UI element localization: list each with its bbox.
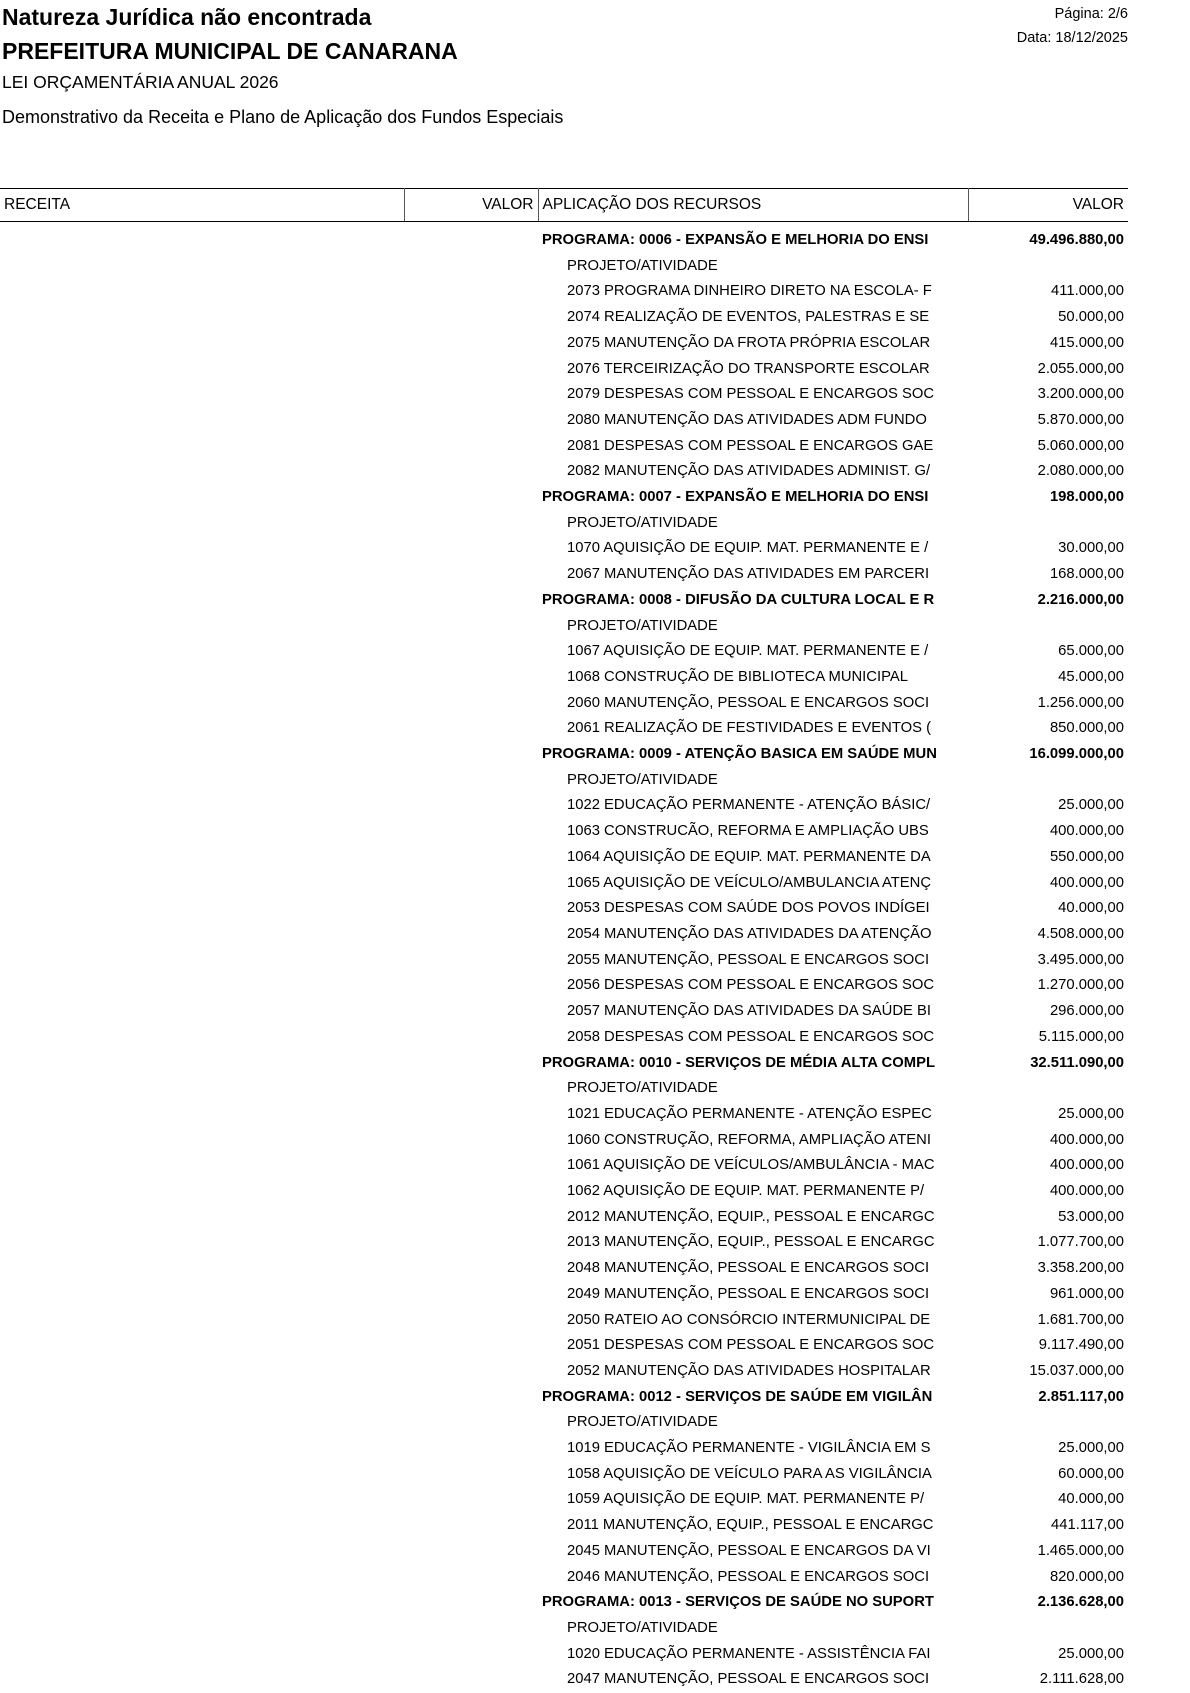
receita-cell — [0, 1128, 404, 1154]
section-label-row — [0, 511, 1128, 537]
row-value: 441.117,00 — [968, 1513, 1128, 1539]
receita-cell — [0, 742, 404, 768]
receita-cell — [0, 973, 404, 999]
row-description: 2045 MANUTENÇÃO, PESSOAL E ENCARGOS DA VI — [538, 1539, 968, 1565]
activity-row — [0, 1436, 1128, 1462]
receita-cell — [0, 1616, 404, 1642]
row-value: 5.870.000,00 — [968, 408, 1128, 434]
receita-value-cell — [404, 536, 538, 562]
section-label-row — [0, 254, 1128, 280]
row-value: 820.000,00 — [968, 1565, 1128, 1591]
column-header-aplicacao: APLICAÇÃO DOS RECURSOS — [538, 189, 968, 222]
program-row — [0, 1590, 1128, 1616]
receita-cell — [0, 614, 404, 640]
activity-row — [0, 1333, 1128, 1359]
column-header-valor-receita: VALOR — [404, 189, 538, 222]
row-value: 400.000,00 — [968, 1153, 1128, 1179]
receita-value-cell — [404, 1436, 538, 1462]
row-description: 2013 MANUTENÇÃO, EQUIP., PESSOAL E ENCARGC — [538, 1230, 968, 1256]
receita-value-cell — [404, 1102, 538, 1128]
receita-value-cell — [404, 871, 538, 897]
row-value: 1.270.000,00 — [968, 973, 1128, 999]
receita-value-cell — [404, 742, 538, 768]
activity-row — [0, 357, 1128, 383]
receita-value-cell — [404, 305, 538, 331]
activity-row — [0, 793, 1128, 819]
receita-cell — [0, 1667, 404, 1693]
activity-row — [0, 871, 1128, 897]
row-description: 1063 CONSTRUCÃO, REFORMA E AMPLIAÇÃO UBS — [538, 819, 968, 845]
receita-cell — [0, 665, 404, 691]
activity-row — [0, 382, 1128, 408]
receita-value-cell — [404, 382, 538, 408]
municipality-title: PREFEITURA MUNICIPAL DE CANARANA — [2, 38, 458, 65]
row-value: 15.037.000,00 — [968, 1359, 1128, 1385]
receita-value-cell — [404, 922, 538, 948]
receita-cell — [0, 222, 404, 254]
receita-cell — [0, 1410, 404, 1436]
row-description: 2079 DESPESAS COM PESSOAL E ENCARGOS SOC — [538, 382, 968, 408]
receita-cell — [0, 331, 404, 357]
receita-cell — [0, 1025, 404, 1051]
activity-row — [0, 279, 1128, 305]
row-value: 49.496.880,00 — [968, 222, 1128, 254]
row-description: 1067 AQUISIÇÃO DE EQUIP. MAT. PERMANENTE E / — [538, 639, 968, 665]
row-value — [968, 1616, 1128, 1642]
row-description: 2061 REALIZAÇÃO DE FESTIVIDADES E EVENTOS ( — [538, 716, 968, 742]
receita-value-cell — [404, 1230, 538, 1256]
row-value: 25.000,00 — [968, 1102, 1128, 1128]
budget-table — [0, 188, 1128, 1693]
row-description: 2057 MANUTENÇÃO DAS ATIVIDADES DA SAÚDE BI — [538, 999, 968, 1025]
row-description: 2075 MANUTENÇÃO DA FROTA PRÓPRIA ESCOLAR — [538, 331, 968, 357]
receita-value-cell — [404, 1667, 538, 1693]
row-value: 3.200.000,00 — [968, 382, 1128, 408]
row-value: 5.060.000,00 — [968, 434, 1128, 460]
receita-value-cell — [404, 1051, 538, 1077]
section-label-row — [0, 1616, 1128, 1642]
row-description: PROGRAMA: 0009 - ATENÇÃO BASICA EM SAÚDE MUN — [538, 742, 968, 768]
receita-cell — [0, 382, 404, 408]
receita-cell — [0, 1153, 404, 1179]
column-header-receita: RECEITA — [0, 189, 404, 222]
receita-value-cell — [404, 1076, 538, 1102]
receita-cell — [0, 1308, 404, 1334]
program-row — [0, 222, 1128, 254]
receita-cell — [0, 305, 404, 331]
row-value: 168.000,00 — [968, 562, 1128, 588]
receita-value-cell — [404, 1179, 538, 1205]
activity-row — [0, 1642, 1128, 1668]
receita-cell — [0, 793, 404, 819]
row-value: 400.000,00 — [968, 1128, 1128, 1154]
activity-row — [0, 1256, 1128, 1282]
receita-value-cell — [404, 845, 538, 871]
row-description: PROJETO/ATIVIDADE — [538, 614, 968, 640]
program-row — [0, 485, 1128, 511]
section-label-row — [0, 1076, 1128, 1102]
row-value: 2.080.000,00 — [968, 459, 1128, 485]
receita-cell — [0, 1487, 404, 1513]
activity-row — [0, 459, 1128, 485]
column-header-valor-aplicacao: VALOR — [968, 189, 1128, 222]
row-value — [968, 1410, 1128, 1436]
row-value: 50.000,00 — [968, 305, 1128, 331]
row-description: PROGRAMA: 0008 - DIFUSÃO DA CULTURA LOCAL E R — [538, 588, 968, 614]
row-description: 2011 MANUTENÇÃO, EQUIP., PESSOAL E ENCARGC — [538, 1513, 968, 1539]
row-description: PROJETO/ATIVIDADE — [538, 1410, 968, 1436]
activity-row — [0, 1539, 1128, 1565]
receita-value-cell — [404, 222, 538, 254]
activity-row — [0, 1102, 1128, 1128]
receita-value-cell — [404, 691, 538, 717]
receita-cell — [0, 1385, 404, 1411]
activity-row — [0, 562, 1128, 588]
row-description: 1064 AQUISIÇÃO DE EQUIP. MAT. PERMANENTE DA — [538, 845, 968, 871]
receita-cell — [0, 1051, 404, 1077]
row-description: 1059 AQUISIÇÃO DE EQUIP. MAT. PERMANENTE P/ — [538, 1487, 968, 1513]
receita-cell — [0, 1179, 404, 1205]
receita-value-cell — [404, 1642, 538, 1668]
receita-value-cell — [404, 1513, 538, 1539]
row-description: PROGRAMA: 0013 - SERVIÇOS DE SAÚDE NO SUPORT — [538, 1590, 968, 1616]
row-description: 1070 AQUISIÇÃO DE EQUIP. MAT. PERMANENTE E / — [538, 536, 968, 562]
receita-cell — [0, 691, 404, 717]
section-label-row — [0, 768, 1128, 794]
receita-value-cell — [404, 999, 538, 1025]
row-value: 400.000,00 — [968, 871, 1128, 897]
row-description: 2048 MANUTENÇÃO, PESSOAL E ENCARGOS SOCI — [538, 1256, 968, 1282]
row-value: 2.111.628,00 — [968, 1667, 1128, 1693]
activity-row — [0, 999, 1128, 1025]
row-value: 550.000,00 — [968, 845, 1128, 871]
receita-value-cell — [404, 665, 538, 691]
activity-row — [0, 691, 1128, 717]
row-description: 2058 DESPESAS COM PESSOAL E ENCARGOS SOC — [538, 1025, 968, 1051]
row-description: 1060 CONSTRUÇÃO, REFORMA, AMPLIAÇÃO ATENI — [538, 1128, 968, 1154]
activity-row — [0, 1230, 1128, 1256]
receita-cell — [0, 1205, 404, 1231]
receita-cell — [0, 1462, 404, 1488]
row-value: 53.000,00 — [968, 1205, 1128, 1231]
row-description: PROGRAMA: 0007 - EXPANSÃO E MELHORIA DO ENSI — [538, 485, 968, 511]
receita-value-cell — [404, 1025, 538, 1051]
row-description: PROJETO/ATIVIDADE — [538, 511, 968, 537]
activity-row — [0, 408, 1128, 434]
row-value — [968, 254, 1128, 280]
row-description: 1065 AQUISIÇÃO DE VEÍCULO/AMBULANCIA ATENÇ — [538, 871, 968, 897]
receita-value-cell — [404, 459, 538, 485]
row-description: 1068 CONSTRUÇÃO DE BIBLIOTECA MUNICIPAL — [538, 665, 968, 691]
receita-cell — [0, 1513, 404, 1539]
row-description: 2080 MANUTENÇÃO DAS ATIVIDADES ADM FUNDO — [538, 408, 968, 434]
receita-value-cell — [404, 819, 538, 845]
receita-value-cell — [404, 588, 538, 614]
receita-cell — [0, 459, 404, 485]
receita-cell — [0, 1230, 404, 1256]
row-value: 411.000,00 — [968, 279, 1128, 305]
activity-row — [0, 1025, 1128, 1051]
receita-cell — [0, 1590, 404, 1616]
section-label-row — [0, 1410, 1128, 1436]
row-value: 60.000,00 — [968, 1462, 1128, 1488]
receita-value-cell — [404, 1487, 538, 1513]
row-description: PROJETO/ATIVIDADE — [538, 1076, 968, 1102]
row-value: 16.099.000,00 — [968, 742, 1128, 768]
receita-cell — [0, 819, 404, 845]
row-description: 2052 MANUTENÇÃO DAS ATIVIDADES HOSPITALAR — [538, 1359, 968, 1385]
receita-value-cell — [404, 1256, 538, 1282]
activity-row — [0, 536, 1128, 562]
receita-value-cell — [404, 768, 538, 794]
row-value: 1.465.000,00 — [968, 1539, 1128, 1565]
receita-value-cell — [404, 973, 538, 999]
row-description: 1020 EDUCAÇÃO PERMANENTE - ASSISTÊNCIA FAI — [538, 1642, 968, 1668]
row-value: 400.000,00 — [968, 1179, 1128, 1205]
row-description: 2073 PROGRAMA DINHEIRO DIRETO NA ESCOLA- F — [538, 279, 968, 305]
entity-nature-heading: Natureza Jurídica não encontrada — [2, 4, 371, 31]
activity-row — [0, 434, 1128, 460]
activity-row — [0, 1359, 1128, 1385]
receita-cell — [0, 536, 404, 562]
receita-cell — [0, 408, 404, 434]
receita-value-cell — [404, 1153, 538, 1179]
receita-cell — [0, 1436, 404, 1462]
row-description: PROGRAMA: 0010 - SERVIÇOS DE MÉDIA ALTA COMPL — [538, 1051, 968, 1077]
receita-value-cell — [404, 1539, 538, 1565]
row-description: PROJETO/ATIVIDADE — [538, 768, 968, 794]
receita-cell — [0, 1333, 404, 1359]
activity-row — [0, 896, 1128, 922]
row-description: 2067 MANUTENÇÃO DAS ATIVIDADES EM PARCERI — [538, 562, 968, 588]
receita-value-cell — [404, 1308, 538, 1334]
activity-row — [0, 331, 1128, 357]
activity-row — [0, 1667, 1128, 1693]
row-value: 25.000,00 — [968, 793, 1128, 819]
receita-value-cell — [404, 1205, 538, 1231]
receita-cell — [0, 1539, 404, 1565]
row-value: 5.115.000,00 — [968, 1025, 1128, 1051]
activity-row — [0, 665, 1128, 691]
row-description: 2053 DESPESAS COM SAÚDE DOS POVOS INDÍGEI — [538, 896, 968, 922]
table-header-row — [0, 189, 1128, 222]
receita-value-cell — [404, 1565, 538, 1591]
row-value: 961.000,00 — [968, 1282, 1128, 1308]
receita-cell — [0, 511, 404, 537]
activity-row — [0, 948, 1128, 974]
row-description: 2046 MANUTENÇÃO, PESSOAL E ENCARGOS SOCI — [538, 1565, 968, 1591]
receita-value-cell — [404, 1616, 538, 1642]
receita-value-cell — [404, 357, 538, 383]
row-value — [968, 614, 1128, 640]
activity-row — [0, 1565, 1128, 1591]
row-description: 2051 DESPESAS COM PESSOAL E ENCARGOS SOC — [538, 1333, 968, 1359]
receita-cell — [0, 948, 404, 974]
row-description: 1022 EDUCAÇÃO PERMANENTE - ATENÇÃO BÁSIC/ — [538, 793, 968, 819]
report-date: Data: 18/12/2025 — [1017, 30, 1128, 46]
receita-value-cell — [404, 1462, 538, 1488]
receita-cell — [0, 1256, 404, 1282]
receita-cell — [0, 922, 404, 948]
program-row — [0, 742, 1128, 768]
activity-row — [0, 845, 1128, 871]
row-value: 1.077.700,00 — [968, 1230, 1128, 1256]
row-description: 1058 AQUISIÇÃO DE VEÍCULO PARA AS VIGILÂNCIA — [538, 1462, 968, 1488]
receita-cell — [0, 845, 404, 871]
receita-cell — [0, 871, 404, 897]
receita-value-cell — [404, 279, 538, 305]
receita-value-cell — [404, 614, 538, 640]
row-description: 2082 MANUTENÇÃO DAS ATIVIDADES ADMINIST. G/ — [538, 459, 968, 485]
receita-cell — [0, 999, 404, 1025]
section-label-row — [0, 614, 1128, 640]
receita-value-cell — [404, 1282, 538, 1308]
receita-value-cell — [404, 948, 538, 974]
activity-row — [0, 1462, 1128, 1488]
row-description: PROJETO/ATIVIDADE — [538, 1616, 968, 1642]
row-value: 198.000,00 — [968, 485, 1128, 511]
table-body — [0, 222, 1128, 1693]
row-value: 4.508.000,00 — [968, 922, 1128, 948]
receita-value-cell — [404, 254, 538, 280]
row-value: 40.000,00 — [968, 1487, 1128, 1513]
row-value: 1.256.000,00 — [968, 691, 1128, 717]
receita-value-cell — [404, 331, 538, 357]
row-value: 850.000,00 — [968, 716, 1128, 742]
program-row — [0, 1051, 1128, 1077]
row-description: 2047 MANUTENÇÃO, PESSOAL E ENCARGOS SOCI — [538, 1667, 968, 1693]
row-description: 2076 TERCEIRIZAÇÃO DO TRANSPORTE ESCOLAR — [538, 357, 968, 383]
row-description: 1061 AQUISIÇÃO DE VEÍCULOS/AMBULÂNCIA - MAC — [538, 1153, 968, 1179]
row-value: 25.000,00 — [968, 1436, 1128, 1462]
receita-value-cell — [404, 896, 538, 922]
receita-value-cell — [404, 562, 538, 588]
row-value: 3.358.200,00 — [968, 1256, 1128, 1282]
law-title: LEI ORÇAMENTÁRIA ANUAL 2026 — [2, 72, 279, 93]
receita-value-cell — [404, 1590, 538, 1616]
activity-row — [0, 1513, 1128, 1539]
activity-row — [0, 973, 1128, 999]
row-value: 2.851.117,00 — [968, 1385, 1128, 1411]
row-description: 2074 REALIZAÇÃO DE EVENTOS, PALESTRAS E SE — [538, 305, 968, 331]
row-description: 2060 MANUTENÇÃO, PESSOAL E ENCARGOS SOCI — [538, 691, 968, 717]
activity-row — [0, 1487, 1128, 1513]
receita-cell — [0, 254, 404, 280]
row-value: 415.000,00 — [968, 331, 1128, 357]
row-value: 9.117.490,00 — [968, 1333, 1128, 1359]
receita-cell — [0, 716, 404, 742]
row-description: 1021 EDUCAÇÃO PERMANENTE - ATENÇÃO ESPEC — [538, 1102, 968, 1128]
row-description: 1062 AQUISIÇÃO DE EQUIP. MAT. PERMANENTE P/ — [538, 1179, 968, 1205]
activity-row — [0, 1153, 1128, 1179]
receita-cell — [0, 1565, 404, 1591]
receita-value-cell — [404, 793, 538, 819]
receita-value-cell — [404, 1128, 538, 1154]
receita-cell — [0, 485, 404, 511]
row-description: 1019 EDUCAÇÃO PERMANENTE - VIGILÂNCIA EM S — [538, 1436, 968, 1462]
row-value — [968, 1076, 1128, 1102]
receita-cell — [0, 1076, 404, 1102]
activity-row — [0, 639, 1128, 665]
activity-row — [0, 305, 1128, 331]
receita-cell — [0, 588, 404, 614]
receita-value-cell — [404, 1333, 538, 1359]
receita-cell — [0, 562, 404, 588]
row-value: 1.681.700,00 — [968, 1308, 1128, 1334]
row-description: 2054 MANUTENÇÃO DAS ATIVIDADES DA ATENÇÃO — [538, 922, 968, 948]
receita-cell — [0, 1359, 404, 1385]
activity-row — [0, 1308, 1128, 1334]
row-description: PROGRAMA: 0012 - SERVIÇOS DE SAÚDE EM VIGILÂN — [538, 1385, 968, 1411]
row-description: 2012 MANUTENÇÃO, EQUIP., PESSOAL E ENCARGC — [538, 1205, 968, 1231]
row-value: 296.000,00 — [968, 999, 1128, 1025]
receita-cell — [0, 357, 404, 383]
row-value: 30.000,00 — [968, 536, 1128, 562]
receita-value-cell — [404, 434, 538, 460]
receita-cell — [0, 1282, 404, 1308]
row-value: 32.511.090,00 — [968, 1051, 1128, 1077]
activity-row — [0, 1128, 1128, 1154]
receita-cell — [0, 434, 404, 460]
row-value: 2.216.000,00 — [968, 588, 1128, 614]
report-title: Demonstrativo da Receita e Plano de Aplicação dos Fundos Especiais — [2, 107, 563, 128]
receita-value-cell — [404, 1410, 538, 1436]
receita-cell — [0, 896, 404, 922]
receita-value-cell — [404, 408, 538, 434]
row-value: 65.000,00 — [968, 639, 1128, 665]
row-value — [968, 768, 1128, 794]
activity-row — [0, 819, 1128, 845]
row-value: 2.055.000,00 — [968, 357, 1128, 383]
program-row — [0, 588, 1128, 614]
program-row — [0, 1385, 1128, 1411]
row-description: 2055 MANUTENÇÃO, PESSOAL E ENCARGOS SOCI — [538, 948, 968, 974]
row-description: 2049 MANUTENÇÃO, PESSOAL E ENCARGOS SOCI — [538, 1282, 968, 1308]
activity-row — [0, 716, 1128, 742]
activity-row — [0, 922, 1128, 948]
row-description: 2056 DESPESAS COM PESSOAL E ENCARGOS SOC — [538, 973, 968, 999]
receita-value-cell — [404, 716, 538, 742]
row-value: 400.000,00 — [968, 819, 1128, 845]
page-number: Página: 2/6 — [1055, 6, 1128, 22]
row-value — [968, 511, 1128, 537]
receita-cell — [0, 1102, 404, 1128]
row-value: 2.136.628,00 — [968, 1590, 1128, 1616]
receita-cell — [0, 768, 404, 794]
row-value: 3.495.000,00 — [968, 948, 1128, 974]
receita-cell — [0, 639, 404, 665]
row-description: PROJETO/ATIVIDADE — [538, 254, 968, 280]
receita-value-cell — [404, 511, 538, 537]
row-description: 2081 DESPESAS COM PESSOAL E ENCARGOS GAE — [538, 434, 968, 460]
receita-value-cell — [404, 1385, 538, 1411]
receita-value-cell — [404, 639, 538, 665]
receita-cell — [0, 1642, 404, 1668]
receita-value-cell — [404, 1359, 538, 1385]
row-description: PROGRAMA: 0006 - EXPANSÃO E MELHORIA DO ENSI — [538, 222, 968, 254]
row-value: 25.000,00 — [968, 1642, 1128, 1668]
activity-row — [0, 1205, 1128, 1231]
receita-value-cell — [404, 485, 538, 511]
row-value: 45.000,00 — [968, 665, 1128, 691]
row-value: 40.000,00 — [968, 896, 1128, 922]
activity-row — [0, 1179, 1128, 1205]
receita-cell — [0, 279, 404, 305]
row-description: 2050 RATEIO AO CONSÓRCIO INTERMUNICIPAL DE — [538, 1308, 968, 1334]
activity-row — [0, 1282, 1128, 1308]
